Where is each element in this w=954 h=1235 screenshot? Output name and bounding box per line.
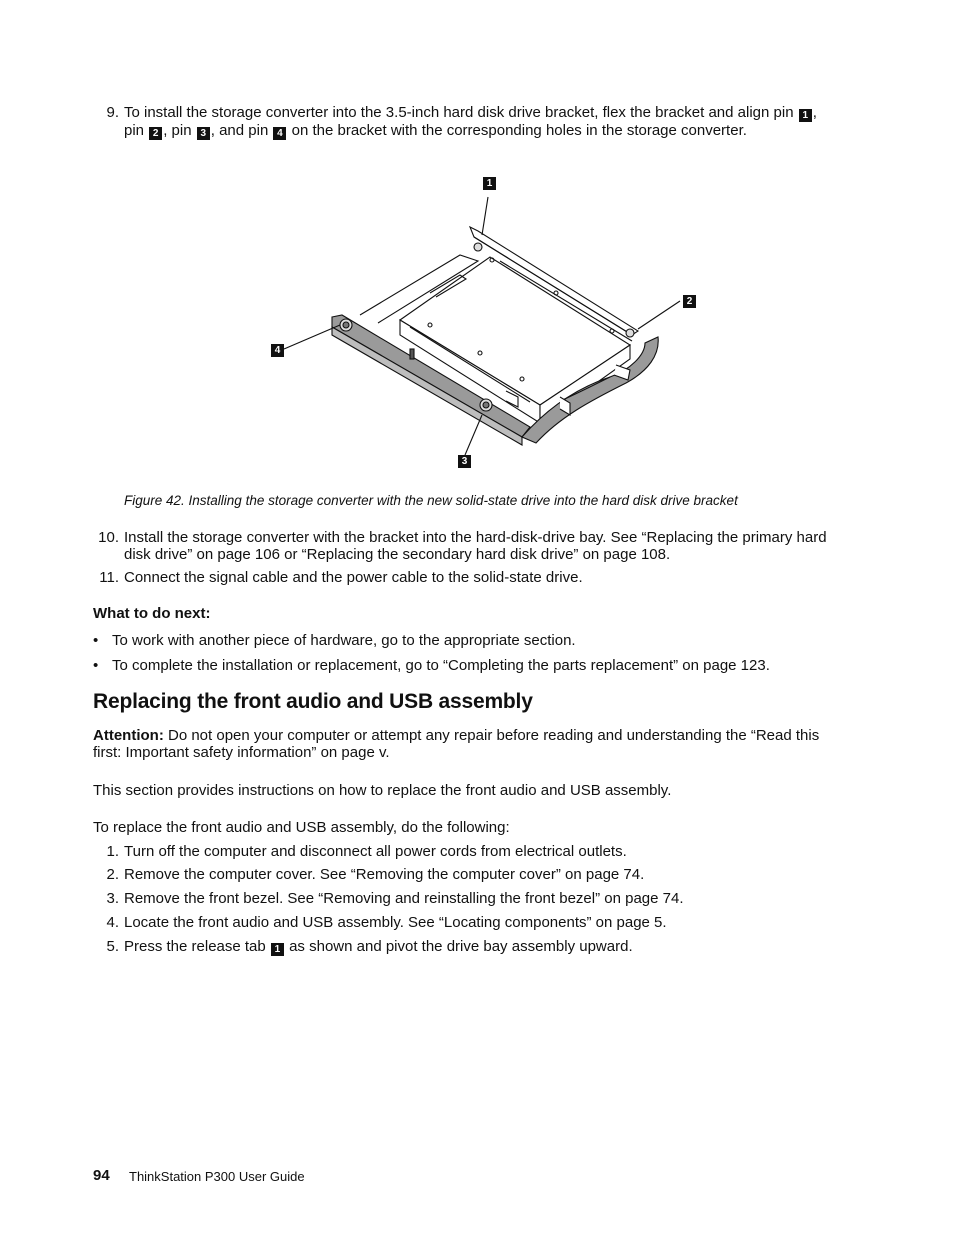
callout-badge-1: 1: [271, 943, 284, 956]
list-item: • To complete the installation or replacement, go to “Completing the parts replacement” on page 123.: [93, 657, 770, 674]
procedure-lead: To replace the front audio and USB assembly, do the following:: [93, 819, 510, 836]
attention-text: Do not open your computer or attempt any repair before reading and understanding the “Read this first: Important safety information” on page v.: [93, 727, 820, 761]
step-number: 9.: [106, 104, 119, 121]
procedure-step-1: 1. Turn off the computer and disconnect all power cords from electrical outlets.: [106, 843, 627, 860]
list-item: • To work with another piece of hardware, go to the appropriate section.: [93, 632, 576, 649]
figure-callout-2: 2: [683, 295, 696, 308]
section-title: Replacing the front audio and USB assembly: [93, 690, 533, 713]
step-number: 11.: [99, 569, 119, 586]
section-intro: This section provides instructions on how to replace the front audio and USB assembly.: [93, 782, 672, 799]
procedure-step-4: 4. Locate the front audio and USB assembly. See “Locating components” on page 5.: [106, 914, 667, 931]
step-text: To install the storage converter into the 3.5-inch hard disk drive bracket, flex the bracket and align pin 1 , pin 2 , pin 3 , and pin 4 on the bracket with the corresponding holes in the storage converter.: [124, 104, 817, 139]
callout-badge-4: 4: [273, 127, 286, 140]
callout-badge-3: 3: [197, 127, 210, 140]
procedure-step-5: 5. Press the release tab 1 as shown and pivot the drive bay assembly upward.: [106, 938, 633, 955]
bullet-icon: •: [93, 632, 99, 649]
step-10: [93, 529, 838, 563]
step-9: [93, 104, 838, 140]
figure-callout-3: 3: [458, 455, 471, 468]
step-number: 10.: [98, 529, 119, 546]
page-footer: [93, 1167, 305, 1184]
step-11: [93, 569, 838, 586]
step-text: Install the storage converter with the bracket into the hard-disk-drive bay. See “Replacing the primary hard disk drive” on page 106 or “Replacing the secondary hard disk drive” on page 108.: [124, 529, 827, 563]
attention-label: Attention:: [93, 727, 164, 744]
storage-converter-bracket-illustration: [260, 165, 700, 475]
procedure-step-3: 3. Remove the front bezel. See “Removing and reinstalling the front bezel” on page 74.: [106, 890, 684, 907]
what-to-do-next-heading: What to do next:: [93, 605, 211, 622]
figure-callout-1: 1: [483, 177, 496, 190]
callout-badge-1: 1: [799, 109, 812, 122]
step-text: Connect the signal cable and the power cable to the solid-state drive.: [124, 569, 583, 586]
figure-callout-4: 4: [271, 344, 284, 357]
bullet-icon: •: [93, 657, 99, 674]
guide-title: ThinkStation P300 User Guide: [129, 1169, 305, 1184]
page-number: 94: [93, 1167, 110, 1184]
figure-caption: Figure 42. Installing the storage converter with the new solid-state drive into the hard disk drive bracket: [124, 493, 738, 508]
attention-notice: [93, 727, 838, 761]
procedure-step-2: 2. Remove the computer cover. See “Removing the computer cover” on page 74.: [106, 866, 645, 883]
callout-badge-2: 2: [149, 127, 162, 140]
